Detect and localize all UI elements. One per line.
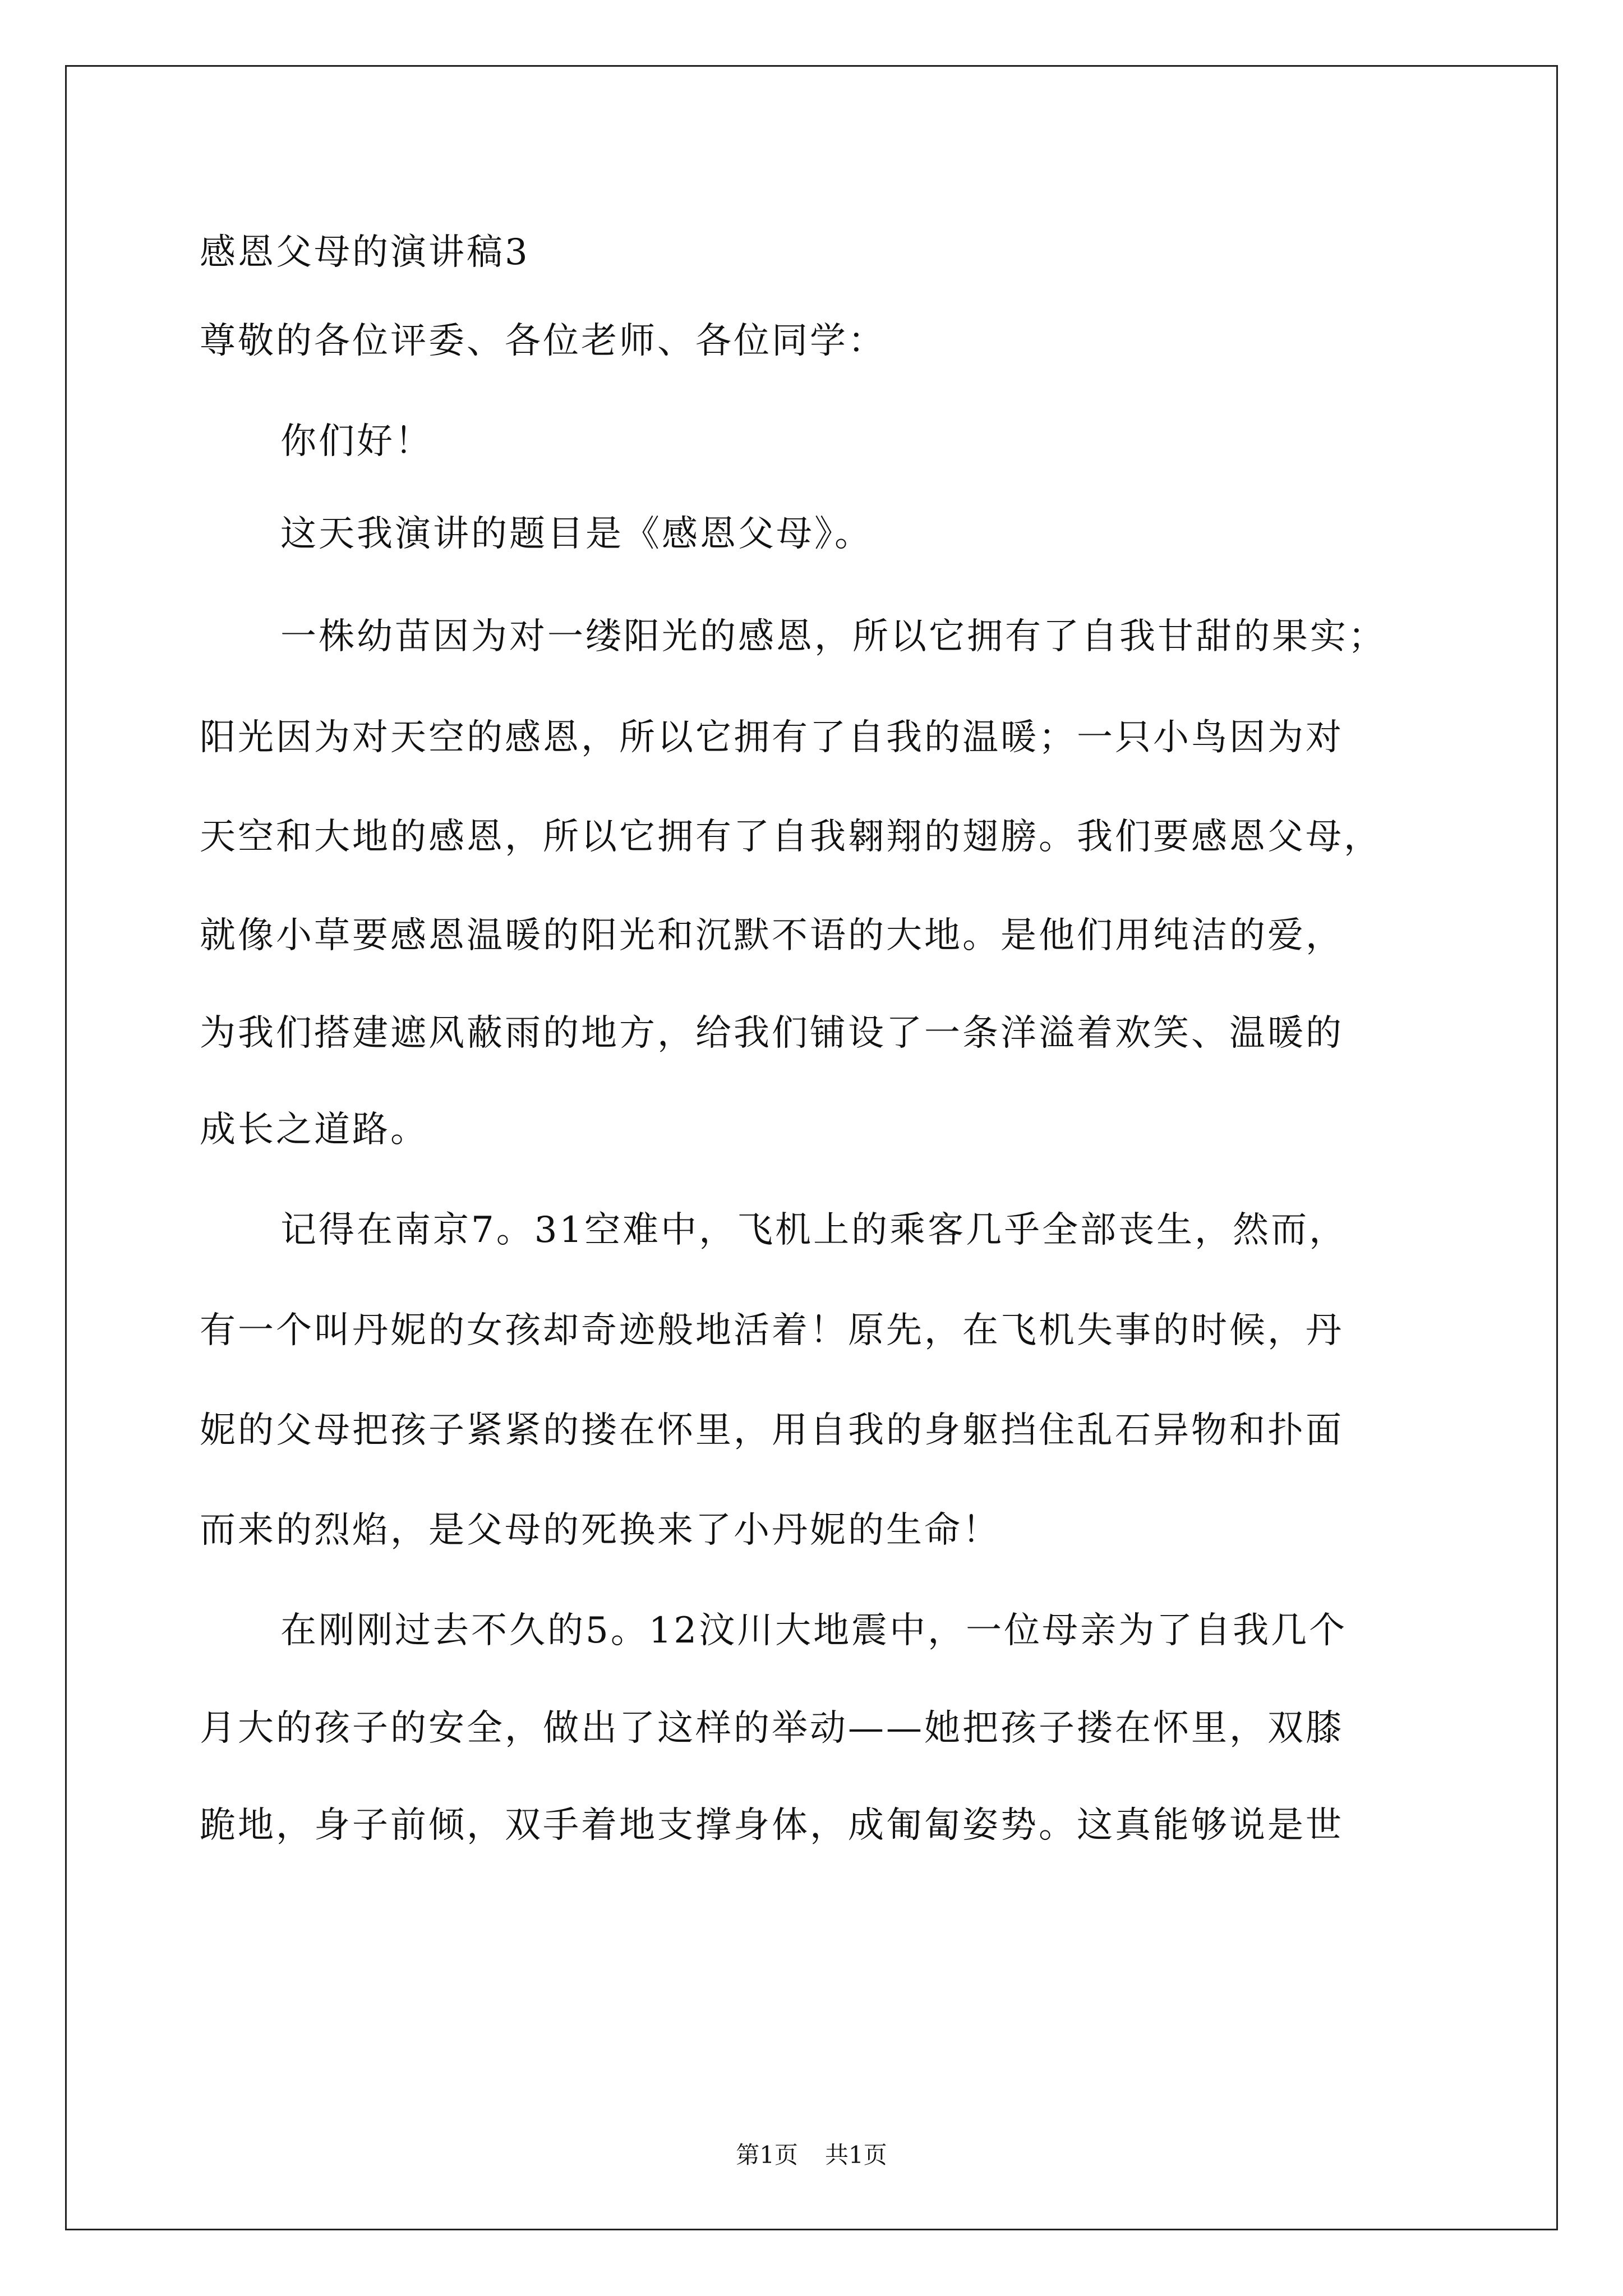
text-line: 这天我演讲的题目是《感恩父母》。 [280,513,873,555]
text-line: 就像小草要感恩温暖的阳光和沉默不语的大地。是他们用纯洁的爱， [200,915,1344,956]
page-footer [0,2138,1623,2172]
text-line: 而来的烈焰，是父母的死换来了小丹妮的生命！ [200,1510,1000,1551]
document-title: 感恩父母的演讲稿3 [200,232,530,273]
text-line: 有一个叫丹妮的女孩却奇迹般地活着！原先，在飞机失事的时候，丹 [200,1310,1344,1351]
text-line: 天空和大地的感恩，所以它拥有了自我翱翔的翅膀。我们要感恩父母， [200,816,1382,858]
text-line: 记得在南京7。31空难中，飞机上的乘客几乎全部丧生，然而， [280,1209,1348,1251]
text-line: 为我们搭建遮风蔽雨的地方，给我们铺设了一条洋溢着欢笑、温暖的 [200,1013,1344,1054]
page-total: 共1页 [825,2141,887,2169]
text-line: 成长之道路。 [200,1109,428,1151]
text-line: 在刚刚过去不久的5。12汶川大地震中，一位母亲为了自我几个 [280,1610,1348,1651]
text-line: 你们好！ [280,421,433,462]
salutation: 尊敬的各位评委、各位老师、各位同学： [200,320,886,362]
text-line: 月大的孩子的安全，做出了这样的举动——她把孩子搂在怀里，双膝 [200,1708,1344,1749]
text-line: 妮的父母把孩子紧紧的搂在怀里，用自我的身躯挡住乱石异物和扑面 [200,1410,1344,1451]
text-line: 阳光因为对天空的感恩，所以它拥有了自我的温暖；一只小鸟因为对 [200,717,1344,758]
page-number: 第1页 [736,2141,798,2169]
text-line: 一株幼苗因为对一缕阳光的感恩，所以它拥有了自我甘甜的果实； [280,616,1386,657]
text-line: 跪地，身子前倾，双手着地支撑身体，成匍匐姿势。这真能够说是世 [200,1805,1344,1846]
